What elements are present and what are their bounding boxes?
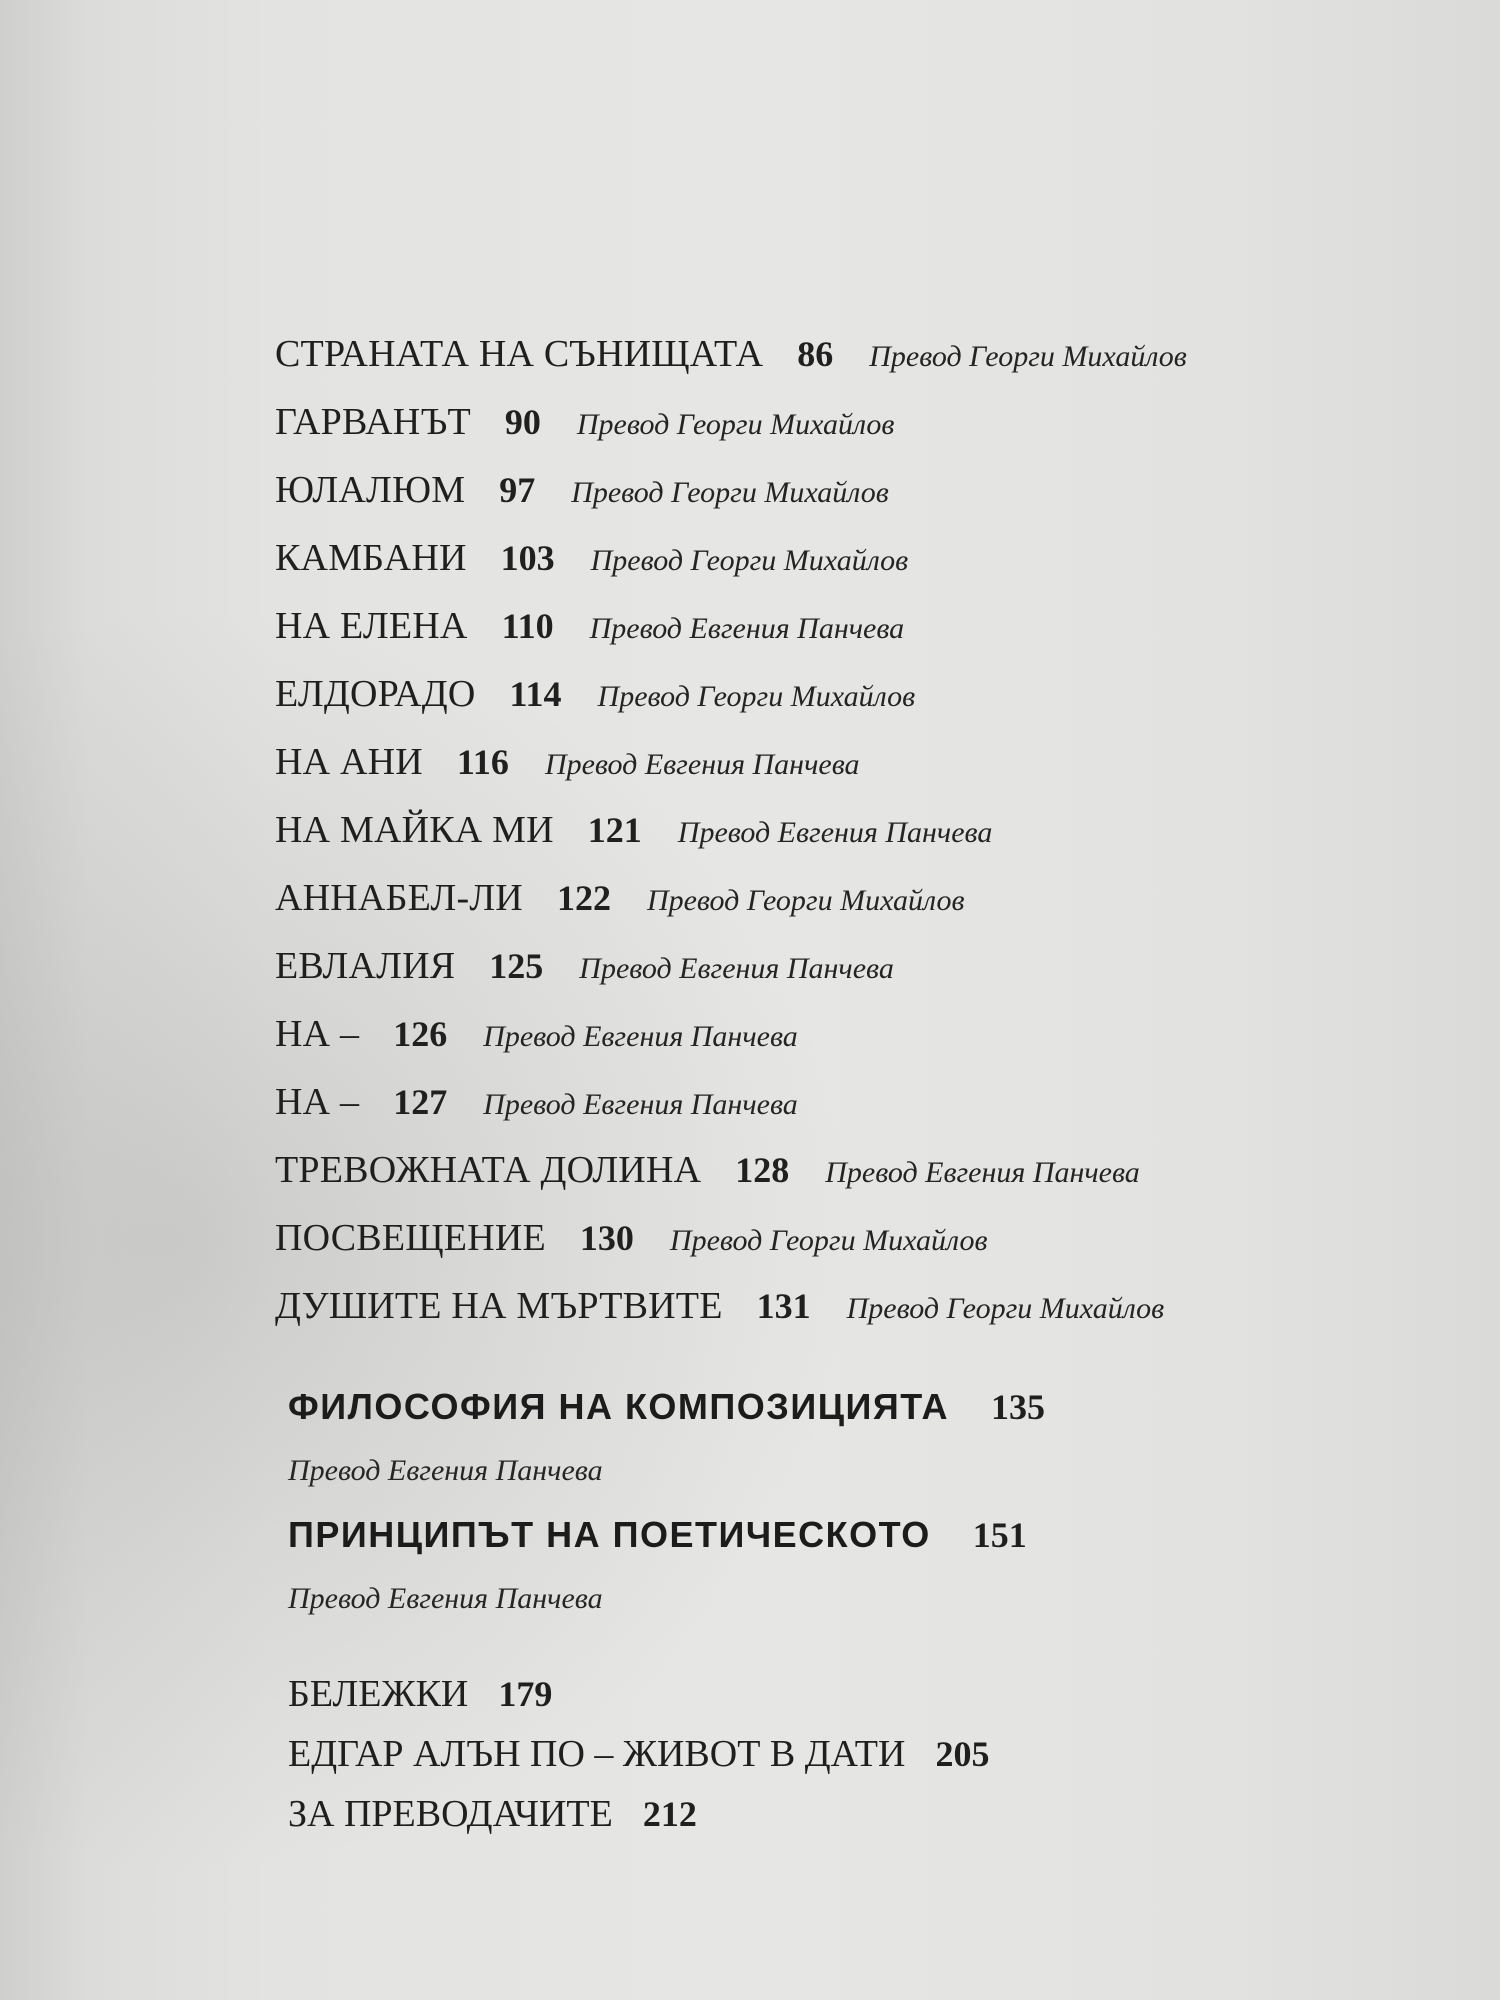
entry-title: ЕЛДОРАДО [275,673,476,715]
essay-translator: Превод Евгения Панчева [288,1582,603,1615]
entry-page: 110 [501,606,554,646]
essay-page: 135 [990,1387,1045,1427]
back-matter [288,1672,1388,1852]
entry-title: ЕДГАР АЛЪН ПО – ЖИВОТ В ДАТИ [288,1733,906,1775]
entry-page: 114 [509,674,562,714]
entry-translator: Превод Евгения Панчева [544,748,860,781]
entry-title: НА – [275,1081,360,1123]
entry-title: ГАРВАНЪТ [275,401,471,443]
entry-translator: Превод Георги Михайлов [646,884,965,917]
toc-entry [275,604,1395,672]
toc-entry [275,944,1395,1012]
entry-title: НА АНИ [275,741,423,783]
toc-entry [275,1284,1395,1352]
entry-translator: Превод Евгения Панчева [483,1088,798,1121]
toc-entry [275,536,1395,604]
back-matter-entry [288,1792,1388,1852]
entry-page: 86 [797,334,834,374]
entry-page: 97 [499,470,536,510]
essay-heading [288,1514,1388,1556]
entry-page: 125 [489,946,544,986]
entry-title: НА ЕЛЕНА [275,605,468,647]
entry-page: 103 [500,538,555,578]
entry-page: 205 [935,1734,990,1774]
essay-section [288,1514,1388,1616]
toc-entry [275,808,1395,876]
toc-entry [275,1148,1395,1216]
entry-translator: Превод Евгения Панчева [825,1156,1140,1189]
toc-entry [275,400,1395,468]
entry-page: 121 [587,810,642,850]
entry-translator: Превод Георги Михайлов [869,340,1187,373]
toc-entry [275,1012,1395,1080]
entry-translator: Превод Георги Михайлов [597,680,916,713]
essay-title: ФИЛОСОФИЯ НА КОМПОЗИЦИЯТА [288,1386,949,1427]
entry-translator: Превод Георги Михайлов [590,544,909,577]
entry-title: ЕВЛАЛИЯ [275,945,456,987]
entry-title: КАМБАНИ [275,537,467,579]
entry-title: ЗА ПРЕВОДАЧИТЕ [288,1793,613,1835]
entry-page: 212 [642,1794,697,1834]
entry-title: НА – [275,1013,360,1055]
entry-title: АННАБЕЛ-ЛИ [275,877,523,919]
toc-entry [275,468,1395,536]
essay-page: 151 [972,1515,1027,1555]
essay-section [288,1386,1388,1488]
toc-entry [275,876,1395,944]
entry-page: 126 [393,1014,448,1054]
entry-page: 128 [735,1150,790,1190]
toc-entry [275,672,1395,740]
entry-title: СТРАНАТА НА СЪНИЩАТА [275,333,764,375]
toc-entry [275,740,1395,808]
entry-title: ТРЕВОЖНАТА ДОЛИНА [275,1149,702,1191]
entry-translator: Превод Евгения Панчева [589,612,905,645]
entry-translator: Превод Евгения Панчева [677,816,993,849]
entry-page: 116 [456,742,509,782]
entry-translator: Превод Георги Михайлов [576,408,895,441]
table-of-contents [275,332,1395,1352]
entry-page: 179 [498,1674,553,1714]
entry-title: ЮЛАЛЮМ [275,469,466,511]
entry-translator: Превод Евгения Панчева [579,952,894,985]
entry-page: 130 [579,1218,634,1258]
essay-title: ПРИНЦИПЪТ НА ПОЕТИЧЕСКОТО [288,1514,931,1555]
entry-page: 122 [556,878,611,918]
entry-translator: Превод Георги Михайлов [846,1292,1165,1325]
entry-title: ДУШИТЕ НА МЪРТВИТЕ [275,1285,723,1327]
back-matter-entry [288,1672,1388,1732]
toc-entry [275,1080,1395,1148]
entry-page: 90 [504,402,541,442]
entry-title: ПОСВЕЩЕНИЕ [275,1217,546,1259]
entry-translator: Превод Георги Михайлов [571,476,889,509]
toc-entry [275,1216,1395,1284]
back-matter-entry [288,1732,1388,1792]
entry-translator: Превод Евгения Панчева [483,1020,798,1053]
entry-title: НА МАЙКА МИ [275,809,554,851]
entry-translator: Превод Георги Михайлов [669,1224,988,1257]
essay-translator: Превод Евгения Панчева [288,1454,603,1487]
entry-page: 127 [393,1082,448,1122]
entry-title: БЕЛЕЖКИ [288,1673,469,1715]
essay-heading [288,1386,1388,1428]
toc-entry [275,332,1395,400]
entry-page: 131 [756,1286,811,1326]
